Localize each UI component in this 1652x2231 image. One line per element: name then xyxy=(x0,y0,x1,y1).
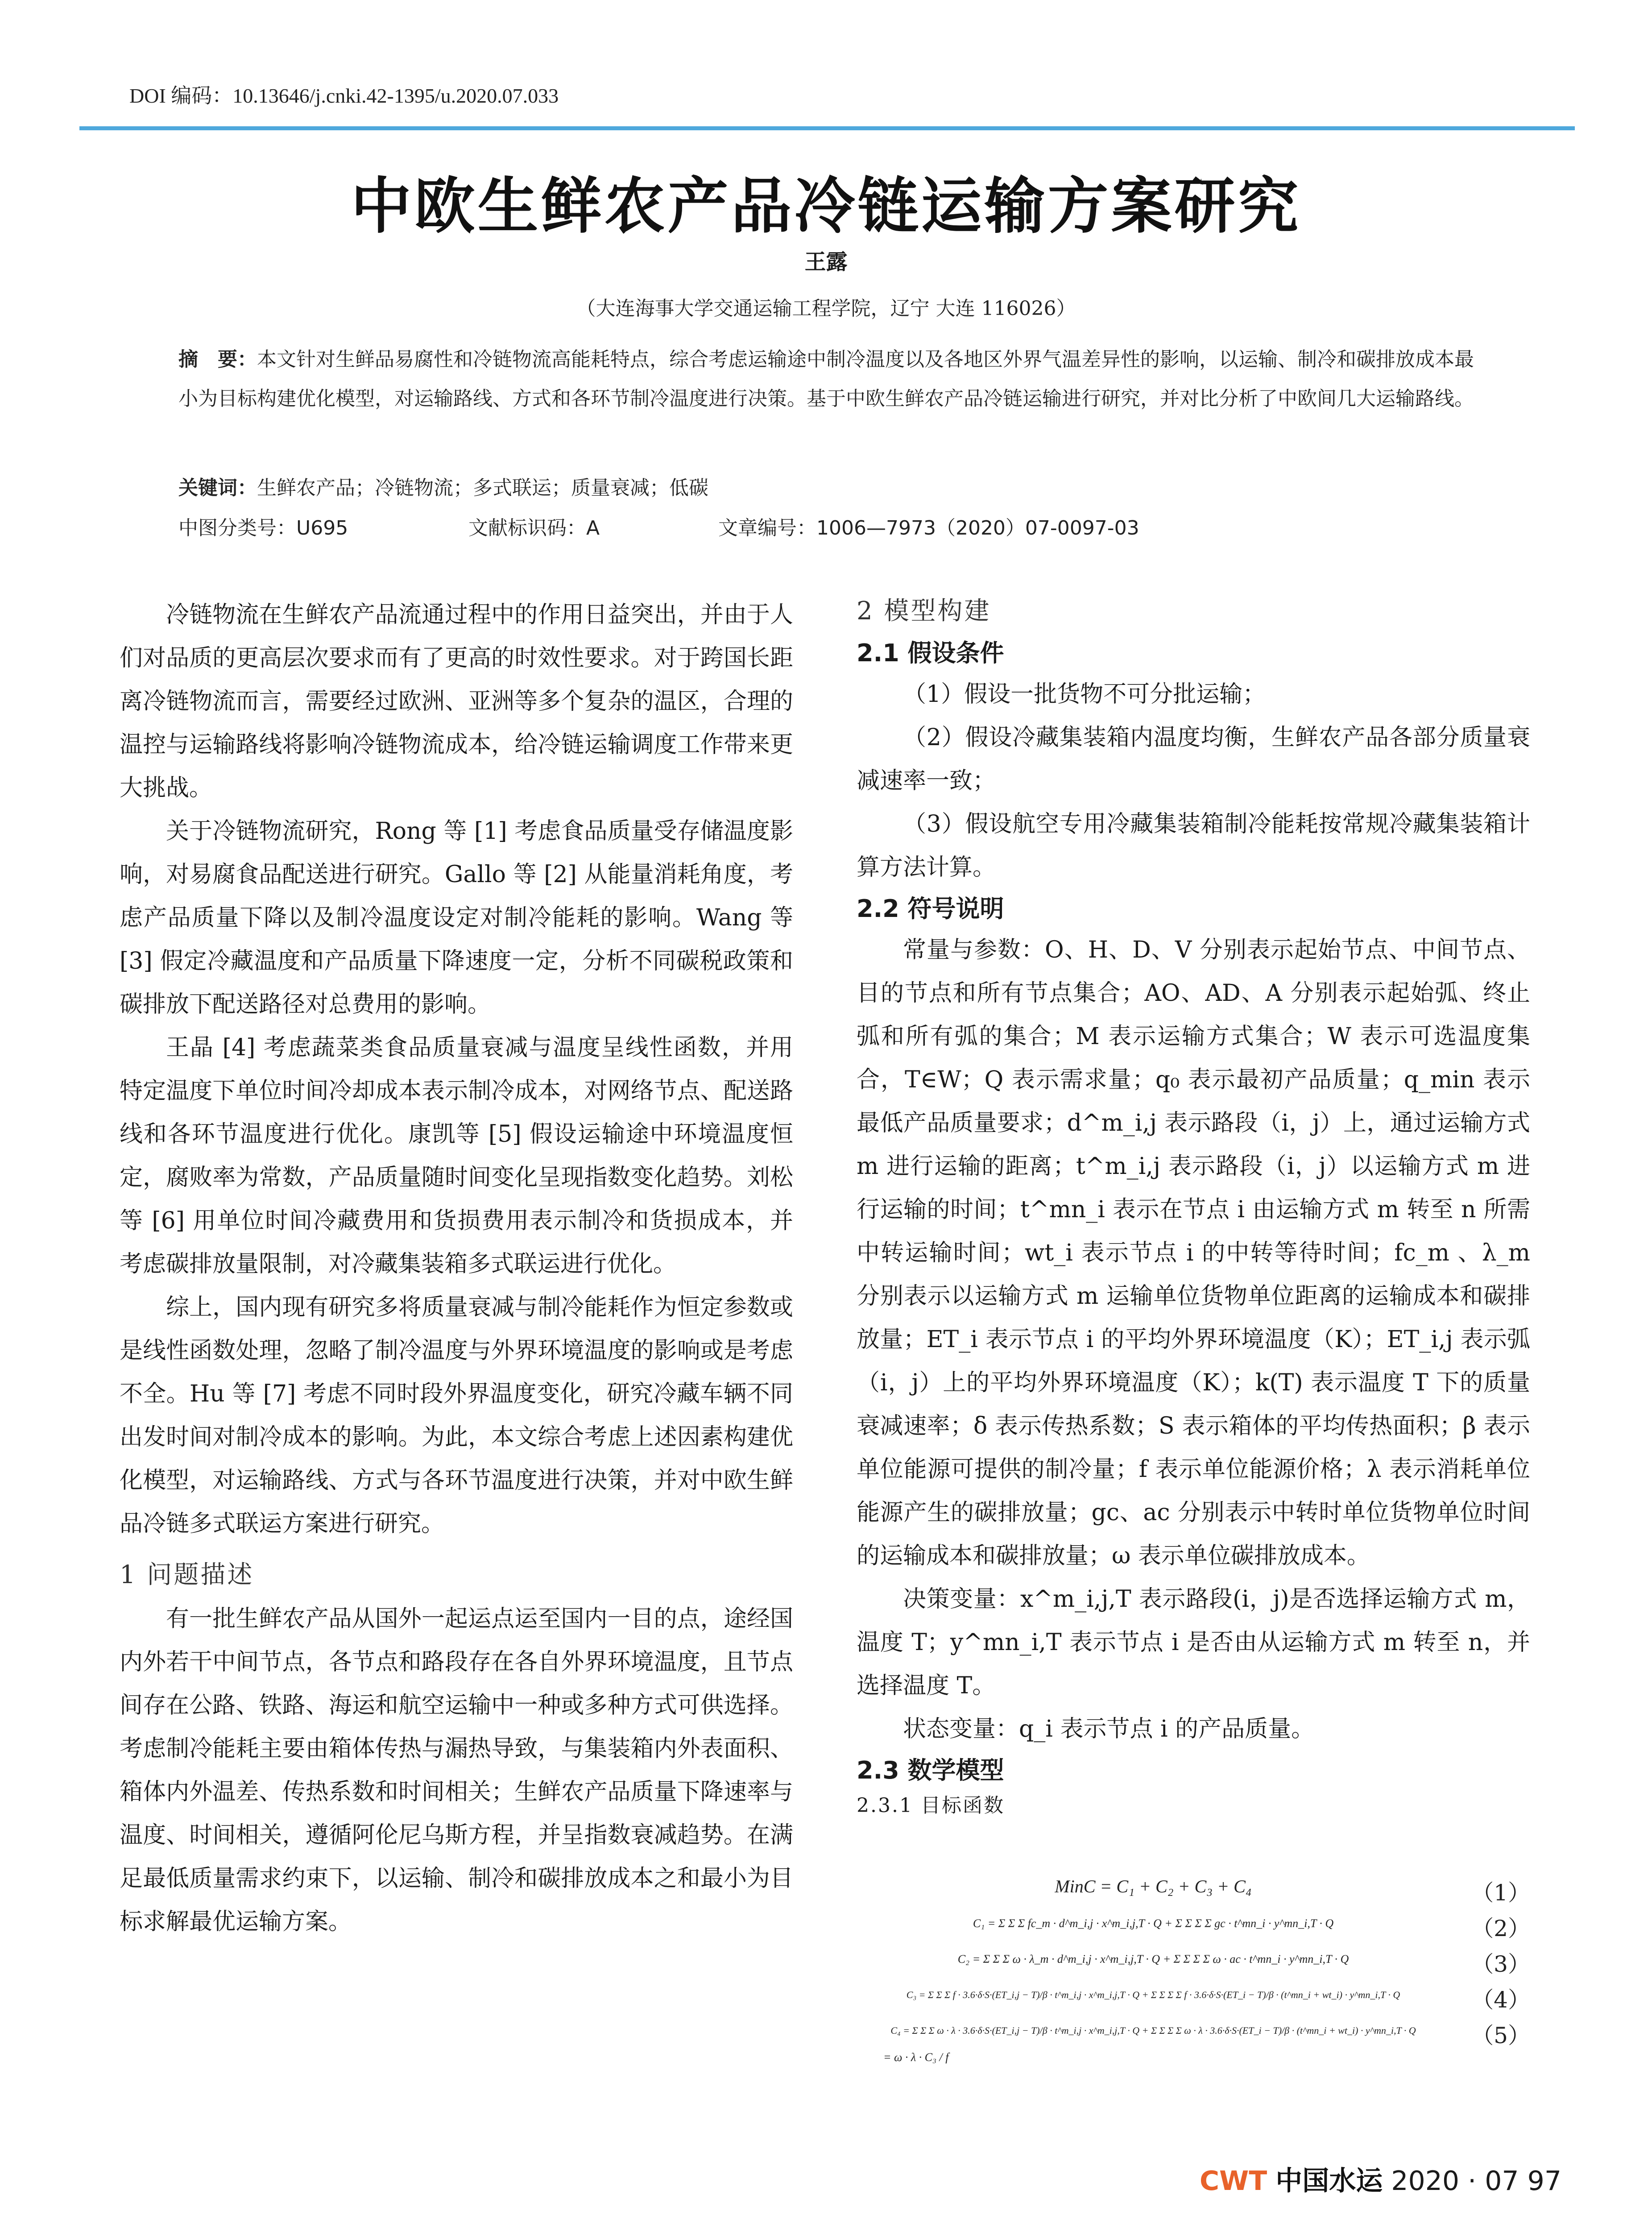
equation-5-tail: = ω · λ · C₃ / f xyxy=(883,2051,949,2064)
doc-value: A xyxy=(586,517,600,539)
equation-5-expr: C₄ = Σ Σ Σ ω · λ · 3.6·δ·S·(ET_i,j − T)/β · t^m_i,j · x^m_i,j,T · Q + Σ Σ Σ Σ ω · λ · 3.6·δ·S·(ET_i − T)/β · (t^mn_i + wt_i) · y^mn_i,T · Q xyxy=(890,2025,1416,2036)
intro-paragraph-2: 关于冷链物流研究，Rong 等 [1] 考虑食品质量受存储温度影响，对易腐食品配送进行研究。Gallo 等 [2] 从能量消耗角度，考虑产品质量下降以及制冷温度设定对制冷能耗的影响。Wang 等 [3] 假定冷藏温度和产品质量下降速度一定，分析不同碳税政策和碳排放下配送路径对总费用的影响。 xyxy=(120,818,793,1018)
equation-4-expr: C₃ = Σ Σ Σ f · 3.6·δ·S·(ET_i,j − T)/β · t^m_i,j · x^m_i,j,T · Q + Σ Σ Σ Σ f · 3.6·δ·S·(ET_i − T)/β · (t^mn_i + wt_i) · y^mn_i,T · Q xyxy=(906,1989,1400,2000)
clc-label: 中图分类号： xyxy=(178,517,296,539)
equation-1-number: （1） xyxy=(1471,1880,1530,1906)
author: 王露 xyxy=(804,249,848,274)
section-1-paragraph: 有一批生鲜农产品从国外一起运点运至国内一目的点，途经国内外若干中间节点，各节点和路段存在各自外界环境温度，且节点间存在公路、铁路、海运和航空运输中一种或多种方式可供选择。考虑制冷能耗主要由箱体传热与漏热导致，与集装箱内外表面积、箱体内外温差、传热系数和时间相关；生鲜农产品质量下降速率与温度、时间相关，遵循阿伦尼乌斯方程，并呈指数衰减趋势。在满足最低质量需求约束下，以运输、制冷和碳排放成本之和最小为目标求解最优运输方案。 xyxy=(120,1605,793,1935)
equation-5-number: （5） xyxy=(1471,2023,1530,2049)
paper-title: 中欧生鲜农产品冷链运输方案研究 xyxy=(351,170,1301,242)
article-no-field xyxy=(718,509,1139,548)
section-2-2-heading: 2.2 符号说明 xyxy=(857,895,1004,923)
page-number: 97 xyxy=(1527,2165,1561,2197)
equation-3-number: （3） xyxy=(1471,1951,1530,1977)
equation-1-expr: MinC = C₁ + C₂ + C₃ + C₄ xyxy=(1055,1876,1252,1896)
page-footer xyxy=(1187,2160,1561,2198)
journal-name: 中国水运 xyxy=(1275,2165,1383,2197)
doc-code-field xyxy=(468,509,718,548)
state-variables: 状态变量：q_i 表示节点 i 的产品质量。 xyxy=(903,1716,1315,1742)
equation-3-expr: C₂ = Σ Σ Σ ω · λ_m · d^m_i,j · x^m_i,j,T · Q + Σ Σ Σ Σ ω · ac · t^mn_i · y^mn_i,T · Q xyxy=(957,1953,1349,1966)
section-2-3-1-heading: 2.3.1 目标函数 xyxy=(857,1794,1005,1817)
section-1-heading: 1 问题描述 xyxy=(120,1560,254,1589)
assumption-3: （3）假设航空专用冷藏集装箱制冷能耗按常规冷藏集装箱计算方法计算。 xyxy=(857,811,1530,881)
keywords xyxy=(178,469,1490,508)
doc-label: 文献标识码： xyxy=(468,517,586,539)
abstract-label: 摘 要： xyxy=(178,348,257,371)
equation-1 xyxy=(857,1872,1530,1908)
equation-5 xyxy=(857,2015,1530,2051)
intro-paragraph-4: 综上，国内现有研究多将质量衰减与制冷能耗作为恒定参数或是线性函数处理，忽略了制冷温度与外界环境温度的影响或是考虑不全。Hu 等 [7] 考虑不同时段外界温度变化，研究冷藏车辆不同出发时间对制冷成本的影响。为此，本文综合考虑上述因素构建优化模型，对运输路线、方式与各环节温度进行决策，并对中欧生鲜品冷链多式联运方案进行研究。 xyxy=(120,1294,793,1537)
equation-block xyxy=(857,1872,1530,2064)
keywords-text: 生鲜农产品；冷链物流；多式联运；质量衰减；低碳 xyxy=(257,477,708,499)
clc-value: U695 xyxy=(296,517,348,539)
classification-line xyxy=(178,509,1490,548)
equation-4 xyxy=(857,1979,1530,2015)
section-2-3-heading: 2.3 数学模型 xyxy=(857,1756,1004,1784)
symbols-paragraph: 常量与参数：O、H、D、V 分别表示起始节点、中间节点、目的节点和所有节点集合；AO、AD、A 分别表示起始弧、终止弧和所有弧的集合；M 表示运输方式集合；W 表示可选温度集合，T∈W；Q 表示需求量；q₀ 表示最初产品质量；q_min 表示最低产品质量要求；d^m_i,j 表示路段（i，j）上，通过运输方式 m 进行运输的距离；t^m_i,j 表示路段（i，j）以运输方式 m 进行运输的时间；t^mn_i 表示在节点 i 由运输方式 m 转至 n 所需中转运输时间；wt_i 表示节点 i 的中转等待时间；fc_m 、λ_m 分别表示以运输方式 m 运输单位货物单位距离的运输成本和碳排放量；ET_i 表示节点 i 的平均外界环境温度（K）；ET_i,j 表示弧（i，j）上的平均外界环境温度（K）；k(T) 表示温度 T 下的质量衰减速率；δ 表示传热系数；S 表示箱体的平均传热面积；β 表示单位能源可提供的制冷量；f 表示单位能源价格；λ 表示消耗单位能源产生的碳排放量；gc、ac 分别表示中转时单位货物单位时间的运输成本和碳排放量；ω 表示单位碳排放成本。 xyxy=(857,937,1530,1569)
section-2-1-heading: 2.1 假设条件 xyxy=(857,639,1004,667)
equation-2 xyxy=(857,1908,1530,1944)
article-value: 1006—7973（2020）07-0097-03 xyxy=(816,517,1139,539)
decision-variables: 决策变量：x^m_i,j,T 表示路段(i，j)是否选择运输方式 m，温度 T；y^mn_i,T 表示节点 i 是否由从运输方式 m 转至 n，并选择温度 T。 xyxy=(857,1586,1530,1699)
article-label: 文章编号： xyxy=(718,517,816,539)
equation-2-number: （2） xyxy=(1471,1916,1530,1941)
affiliation: （大连海事大学交通运输工程学院，辽宁 大连 116026） xyxy=(576,297,1076,320)
equation-4-number: （4） xyxy=(1471,1987,1530,2013)
clc-field xyxy=(178,509,468,548)
doi-line: DOI 编码：10.13646/j.cnki.42-1395/u.2020.07.033 xyxy=(129,84,559,107)
assumption-1: （1）假设一批货物不可分批运输； xyxy=(903,681,1266,708)
intro-paragraph-3: 王晶 [4] 考虑蔬菜类食品质量衰减与温度呈线性函数，并用特定温度下单位时间冷却成本表示制冷成本，对网络节点、配送路线和各环节温度进行优化。康凯等 [5] 假设运输途中环境温度恒定，腐败率为常数，产品质量随时间变化呈现指数变化趋势。刘松等 [6] 用单位时间冷藏费用和货损费用表示制冷和货损成本，并考虑碳排放量限制，对冷藏集装箱多式联运进行优化。 xyxy=(120,1034,793,1277)
equation-3 xyxy=(857,1944,1530,1979)
journal-brand: CWT xyxy=(1199,2165,1267,2197)
issue: 2020 · 07 xyxy=(1391,2165,1519,2197)
assumption-2: （2）假设冷藏集装箱内温度均衡，生鲜农产品各部分质量衰减速率一致； xyxy=(857,724,1530,794)
section-2-heading: 2 模型构建 xyxy=(857,597,991,626)
abstract xyxy=(178,340,1490,419)
intro-paragraph-1: 冷链物流在生鲜农产品流通过程中的作用日益突出，并由于人们对品质的更高层次要求而有了更高的时效性要求。对于跨国长距离冷链物流而言，需要经过欧洲、亚洲等多个复杂的温区，合理的温控与运输路线将影响冷链物流成本，给冷链运输调度工作带来更大挑战。 xyxy=(120,601,793,801)
equation-2-expr: C₁ = Σ Σ Σ fc_m · d^m_i,j · x^m_i,j,T · Q + Σ Σ Σ Σ gc · t^mn_i · y^mn_i,T · Q xyxy=(973,1917,1334,1930)
abstract-text: 本文针对生鲜品易腐性和冷链物流高能耗特点，综合考虑运输途中制冷温度以及各地区外界气温差异性的影响，以运输、制冷和碳排放成本最小为目标构建优化模型，对运输路线、方式和各环节制冷温度进行决策。基于中欧生鲜农产品冷链运输进行研究，并对比分析了中欧间几大运输路线。 xyxy=(178,348,1474,410)
keywords-label: 关键词： xyxy=(178,477,257,499)
left-column xyxy=(120,593,793,1944)
right-column xyxy=(857,593,1530,1821)
header-rule xyxy=(79,126,1575,130)
